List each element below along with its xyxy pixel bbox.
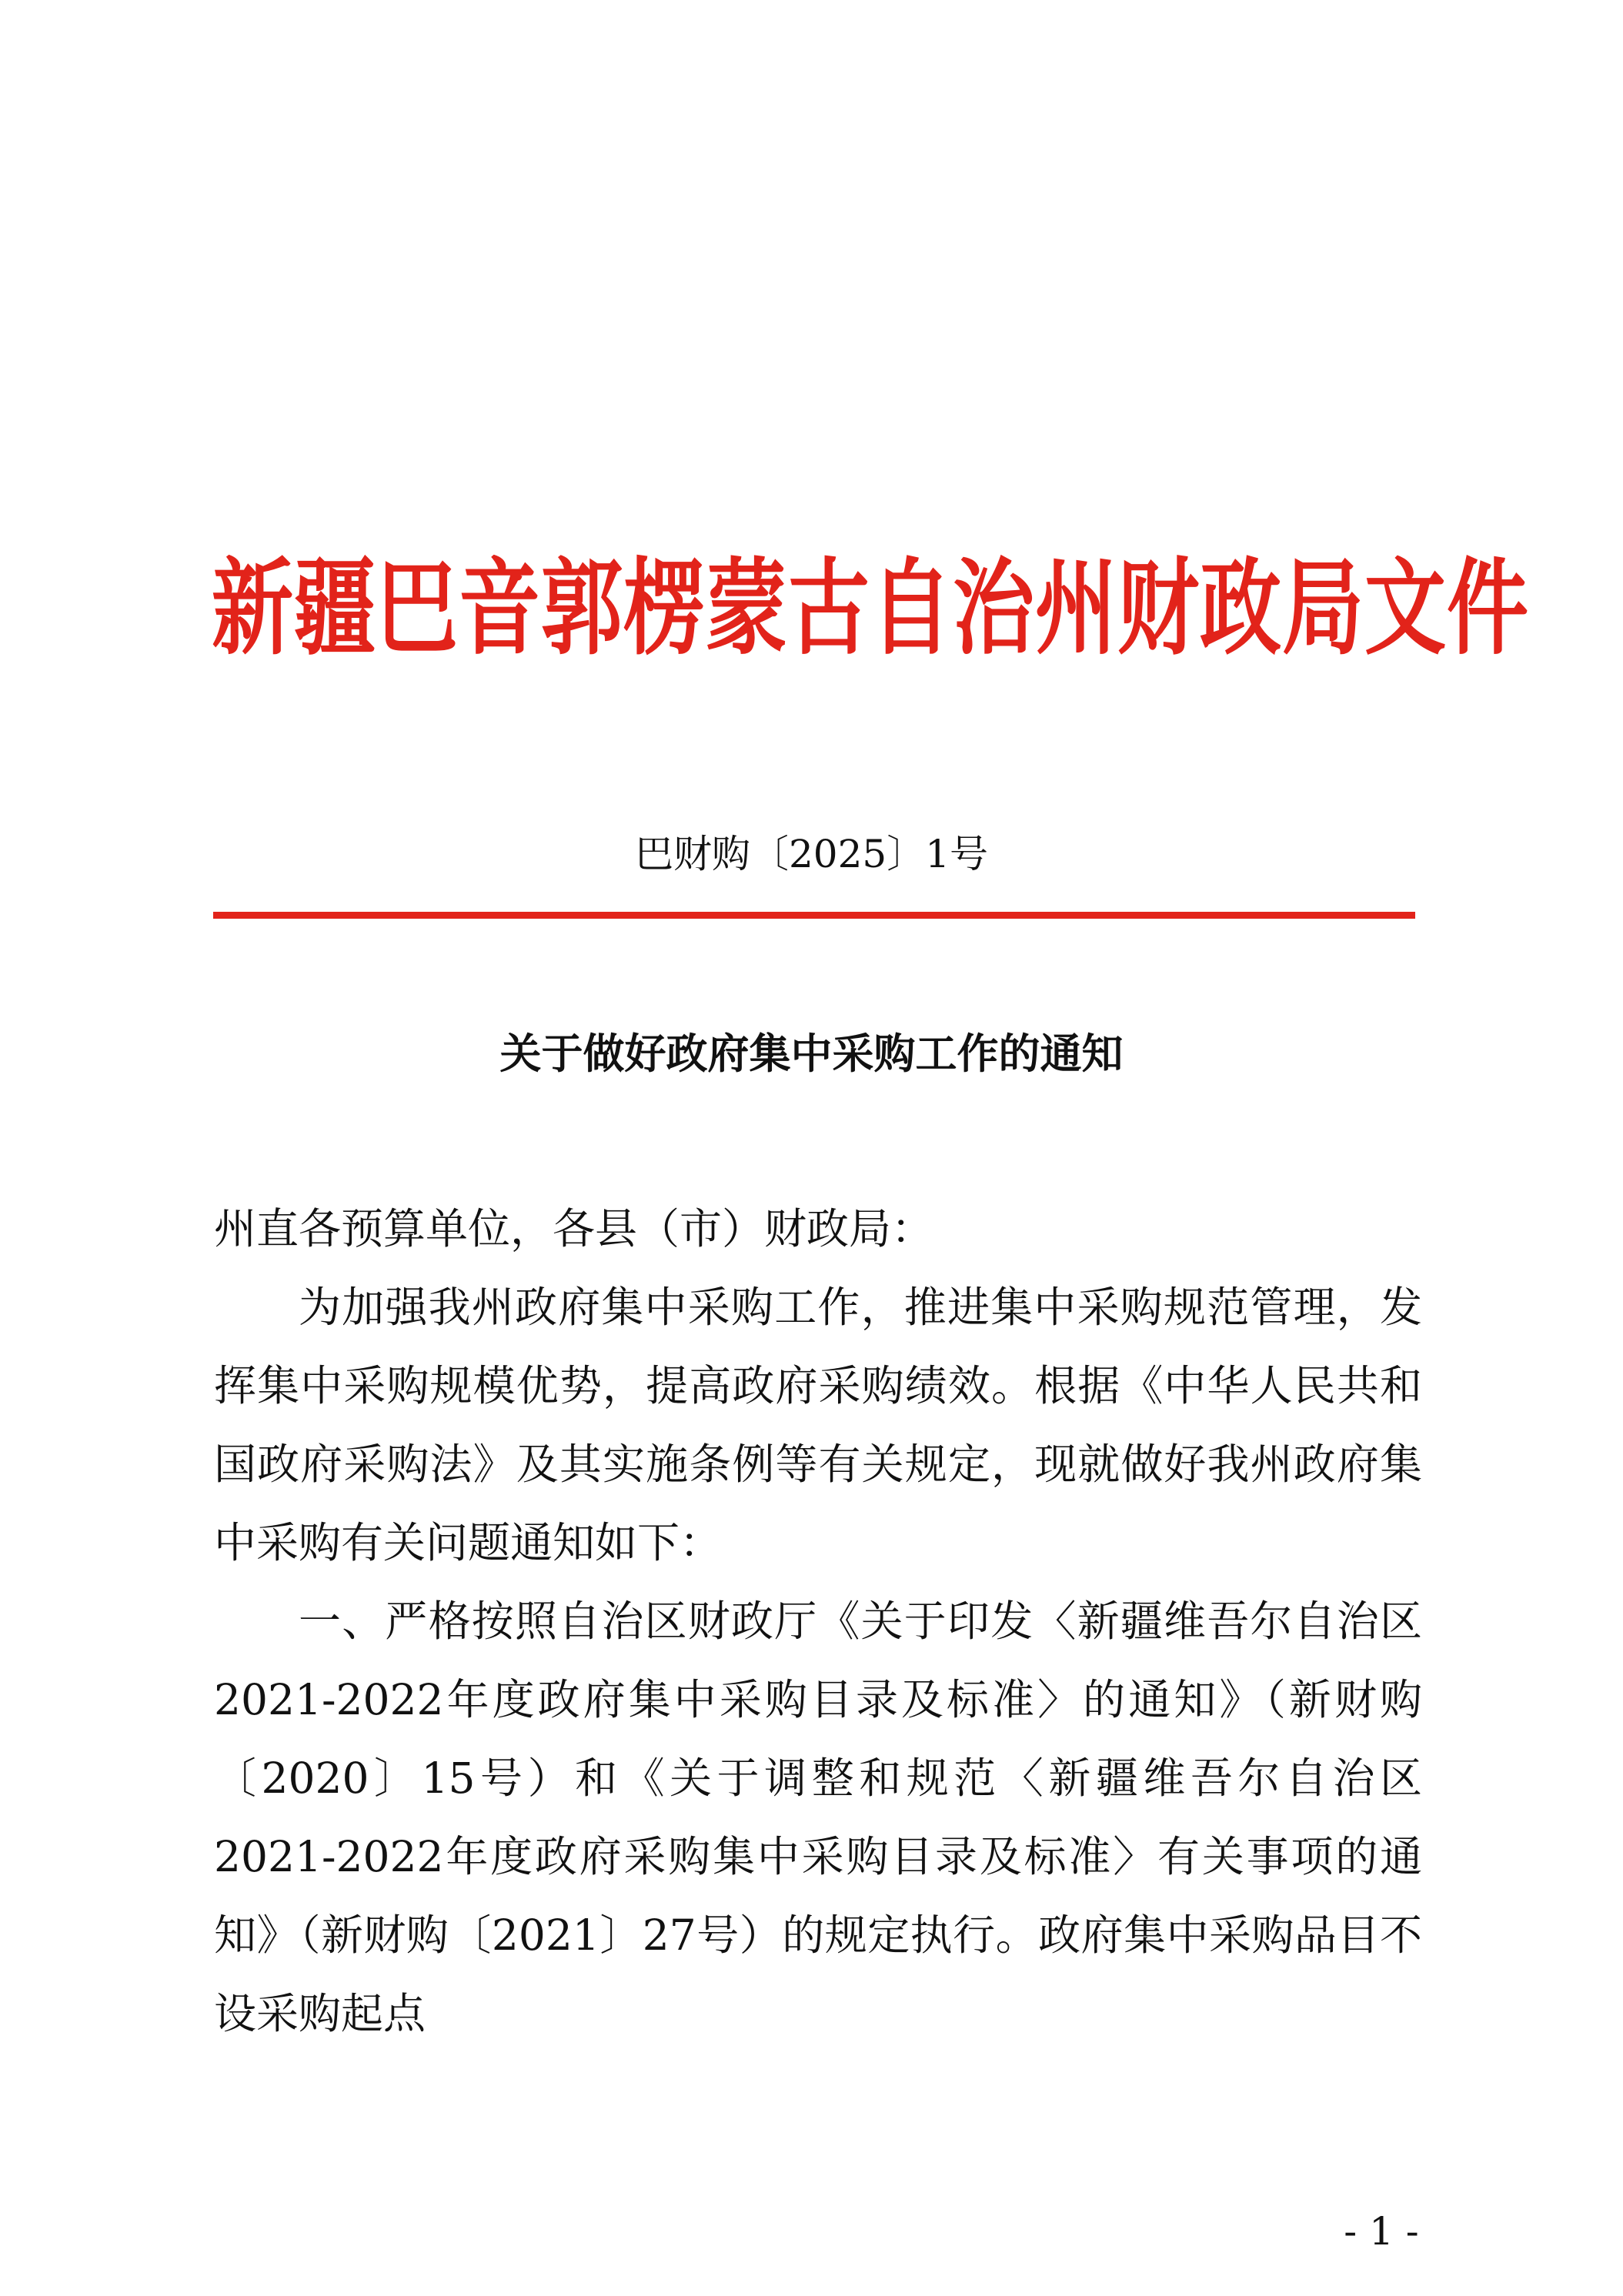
red-divider-line [213,912,1415,919]
body-paragraph-1: 为加强我州政府集中采购工作，推进集中采购规范管理，发挥集中采购规模优势，提高政府采购绩效。根据《中华人民共和国政府采购法》及其实施条例等有关规定，现就做好我州政府集中采购有关问题通知如下： [214,1283,1422,1567]
body-paragraph-2: 一、严格按照自治区财政厅《关于印发〈新疆维吾尔自治区2021-2022年度政府集中采购目录及标准〉的通知》（新财购〔2020〕15号）和《关于调整和规范〈新疆维吾尔自治区2021-2022年度政府采购集中采购目录及标准〉有关事项的通知》（新财购〔2021〕27号）的规定执行。政府集中采购品目不设采购起点 [214,1597,1422,2038]
document-body [214,1190,1422,2053]
document-title: 关于做好政府集中采购工作的通知 [499,1030,1124,1078]
issuer-heading: 新疆巴音郭楞蒙古自治州财政局文件 [212,546,1529,669]
document-number: 巴财购〔2025〕1号 [634,832,989,876]
page-number: - 1 - [1344,2209,1419,2254]
salutation: 州直各预算单位，各县（市）财政局： [214,1204,934,1253]
